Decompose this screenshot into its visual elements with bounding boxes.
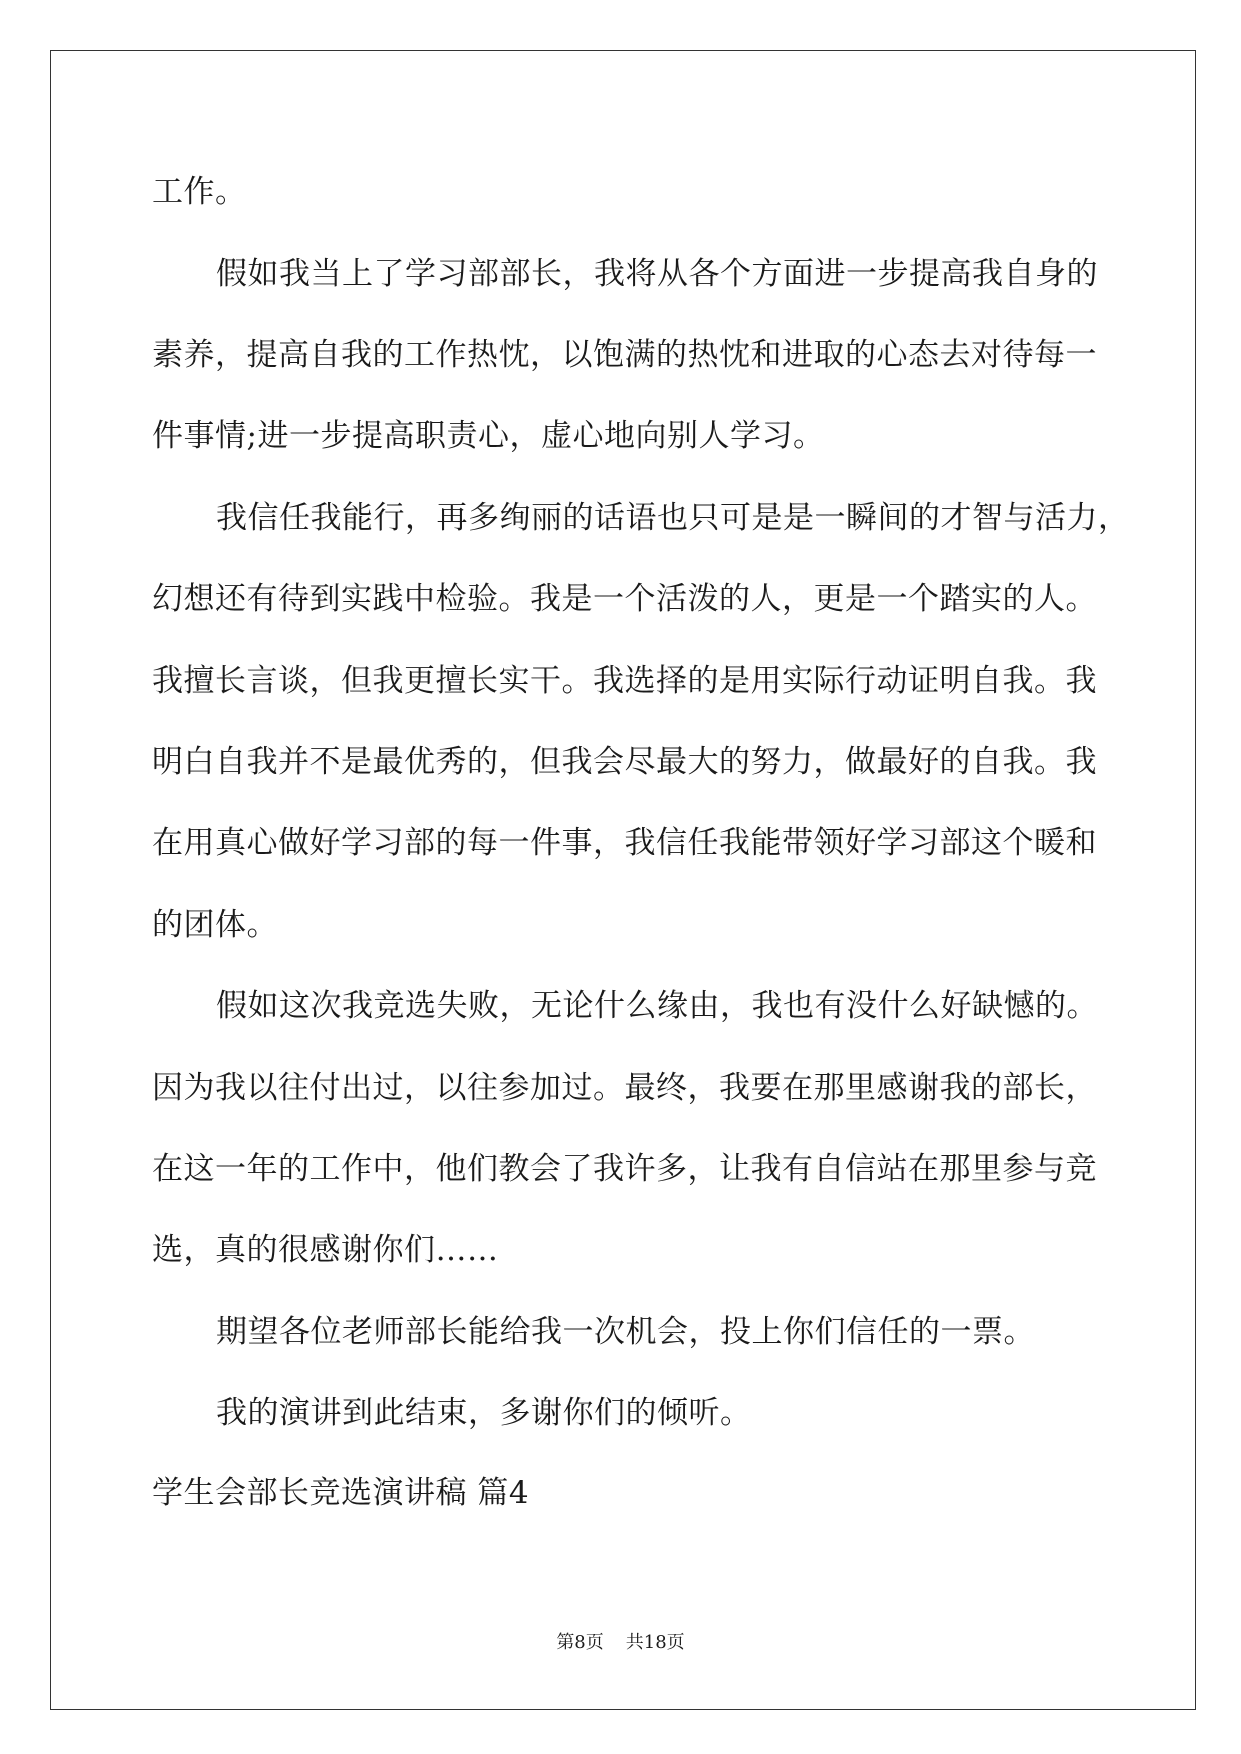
- paragraph-line: 我的演讲到此结束，多谢你们的倾听。: [216, 1395, 752, 1431]
- page-border: [50, 50, 1196, 1710]
- paragraph-line: 工作。: [152, 174, 247, 210]
- paragraph-line: 在这一年的工作中，他们教会了我许多，让我有自信站在那里参与竞: [152, 1151, 1097, 1187]
- page-total: 共18页: [625, 1632, 685, 1653]
- page-footer: [0, 1634, 1241, 1652]
- paragraph-line: 我信任我能行，再多绚丽的话语也只可是是一瞬间的才智与活力，: [216, 500, 1130, 536]
- paragraph-line: 幻想还有待到实践中检验。我是一个活泼的人，更是一个踏实的人。: [152, 581, 1097, 617]
- paragraph-line: 因为我以往付出过，以往参加过。最终，我要在那里感谢我的部长，: [152, 1070, 1097, 1106]
- paragraph-line: 选，真的很感谢你们……: [152, 1232, 499, 1268]
- paragraph-line: 明白自我并不是最优秀的，但我会尽最大的努力，做最好的自我。我: [152, 744, 1097, 780]
- paragraph-line: 假如我当上了学习部部长，我将从各个方面进一步提高我自身的: [216, 256, 1098, 292]
- paragraph-line: 件事情;进一步提高职责心，虚心地向别人学习。: [152, 418, 825, 454]
- paragraph-line: 期望各位老师部长能给我一次机会，投上你们信任的一票。: [216, 1314, 1035, 1350]
- section-heading: 学生会部长竞选演讲稿 篇4: [152, 1475, 530, 1511]
- paragraph-line: 在用真心做好学习部的每一件事，我信任我能带领好学习部这个暖和: [152, 825, 1097, 861]
- page-number: 第8页: [556, 1632, 604, 1653]
- paragraph-line: 的团体。: [152, 907, 278, 943]
- paragraph-line: 我擅长言谈，但我更擅长实干。我选择的是用实际行动证明自我。我: [152, 663, 1097, 699]
- paragraph-line: 素养，提高自我的工作热忱，以饱满的热忱和进取的心态去对待每一: [152, 337, 1097, 373]
- paragraph-line: 假如这次我竞选失败，无论什么缘由，我也有没什么好缺憾的。: [216, 988, 1098, 1024]
